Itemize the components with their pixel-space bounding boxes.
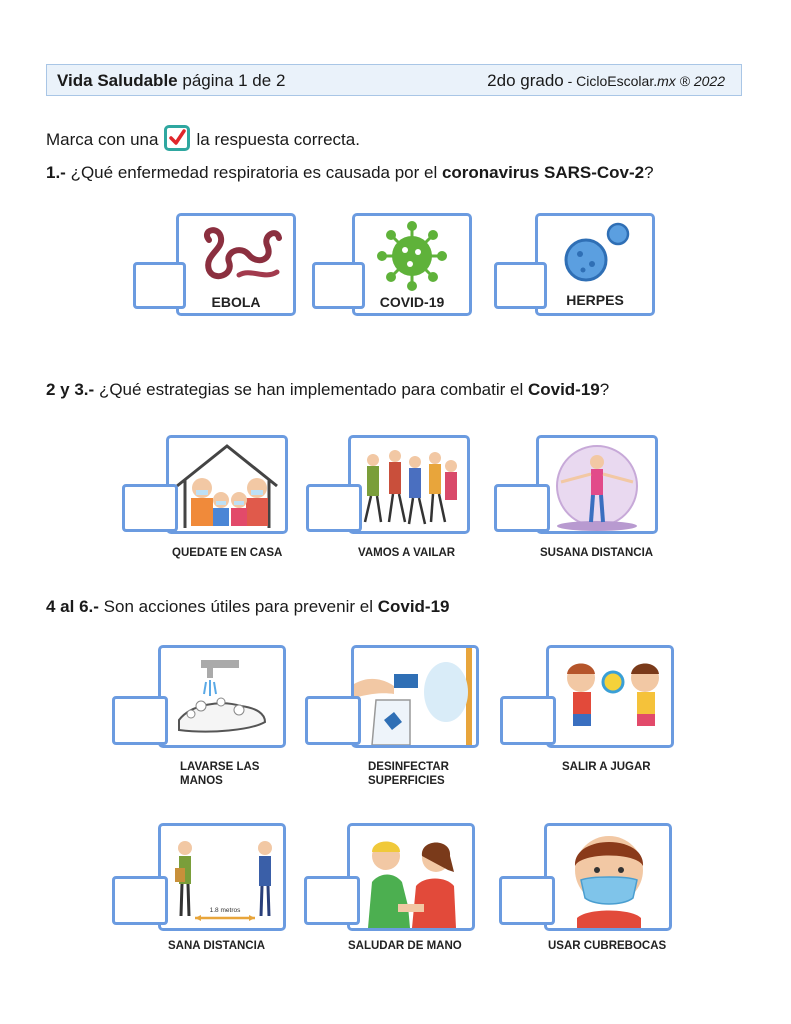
herpes-virus-icon: [538, 220, 652, 290]
site-prefix: - CicloEscolar.: [563, 73, 658, 89]
answer-checkbox-disinfect[interactable]: [305, 696, 361, 745]
question-bold: coronavirus SARS-Cov-2: [441, 163, 645, 182]
handshake-icon: [350, 826, 472, 928]
option-label: QUEDATE EN CASA: [172, 547, 283, 559]
question-text: Son acciones útiles para prevenir el: [103, 597, 378, 616]
option-label: LAVARSE LAS MANOS: [180, 761, 260, 787]
spray-bottle-icon: [354, 648, 476, 745]
option-label: SANA DISTANCIA: [168, 940, 266, 952]
option-card-disinfect: [351, 645, 479, 748]
answer-checkbox-ebola[interactable]: [133, 262, 186, 309]
ebola-icon: [179, 220, 293, 290]
dancing-people-icon: [351, 438, 467, 531]
option-label: HERPES: [566, 292, 624, 308]
page-indicator: página 1 de 2: [182, 71, 286, 90]
option-card-ebola: [176, 213, 296, 316]
instruction-line: [46, 127, 360, 153]
question-2: [46, 380, 609, 400]
option-card-play-outside: [546, 645, 674, 748]
question-number: 4 al 6.-: [46, 597, 99, 616]
answer-checkbox-safe-distance[interactable]: [112, 876, 168, 925]
instruction-after: la respuesta correcta.: [196, 130, 360, 149]
grade-label: 2do grado: [487, 71, 564, 90]
worksheet-title: Vida Saludable: [57, 71, 178, 90]
boy-with-mask-icon: [547, 826, 669, 928]
answer-checkbox-play-outside[interactable]: [500, 696, 556, 745]
question-text: ¿Qué enfermedad respiratoria es causada por el: [70, 163, 442, 182]
option-label: EBOLA: [211, 294, 261, 310]
header-title-group: [57, 71, 285, 91]
site-suffix: mx ® 2022: [657, 73, 725, 89]
option-card-stay-home: [166, 435, 288, 534]
answer-checkbox-bubble-distance[interactable]: [494, 484, 550, 532]
option-card-handshake: [347, 823, 475, 931]
answer-checkbox-covid[interactable]: [312, 262, 365, 309]
hand-washing-icon: [161, 648, 283, 745]
answer-checkbox-wash-hands[interactable]: [112, 696, 168, 745]
worksheet-header: [46, 64, 742, 96]
option-label: SUSANA DISTANCIA: [540, 547, 654, 559]
answer-checkbox-dance[interactable]: [306, 484, 362, 532]
option-label: VAMOS A VAILAR: [358, 547, 456, 559]
option-card-face-mask: [544, 823, 672, 931]
option-card-wash-hands: [158, 645, 286, 748]
option-card-bubble-distance: [536, 435, 658, 534]
bubble-woman-icon: [539, 438, 655, 531]
distance-label: 1.8 metros: [209, 907, 241, 914]
option-card-covid: [352, 213, 472, 316]
family-at-home-icon: [169, 438, 285, 531]
answer-checkbox-handshake[interactable]: [304, 876, 360, 925]
question-bold: Covid-19: [377, 597, 450, 616]
question-3: [46, 597, 450, 617]
option-label: SALIR A JUGAR: [562, 761, 651, 773]
option-label: COVID-19: [379, 294, 445, 310]
answer-checkbox-herpes[interactable]: [494, 262, 547, 309]
option-label: DESINFECTAR SUPERFICIES: [368, 761, 449, 787]
instruction-before: Marca con una: [46, 130, 159, 149]
virus-icon: [355, 220, 469, 294]
header-grade-group: [487, 71, 725, 91]
question-bold: Covid-19: [527, 380, 600, 399]
question-number: 2 y 3.-: [46, 380, 95, 399]
answer-checkbox-stay-home[interactable]: [122, 484, 178, 532]
question-1: [46, 163, 654, 183]
option-label: USAR CUBREBOCAS: [548, 940, 667, 952]
kids-playing-icon: [549, 648, 671, 745]
question-text: ¿Qué estrategias se han implementado para combatir el: [98, 380, 528, 399]
option-card-safe-distance: [158, 823, 286, 931]
question-end: ?: [644, 163, 654, 182]
answer-checkbox-face-mask[interactable]: [499, 876, 555, 925]
option-card-dance: [348, 435, 470, 534]
check-icon: [164, 125, 190, 151]
question-number: 1.-: [46, 163, 66, 182]
two-people-distance-icon: [161, 826, 283, 928]
question-end: ?: [599, 380, 610, 399]
option-label: SALUDAR DE MANO: [348, 940, 462, 952]
option-card-herpes: [535, 213, 655, 316]
